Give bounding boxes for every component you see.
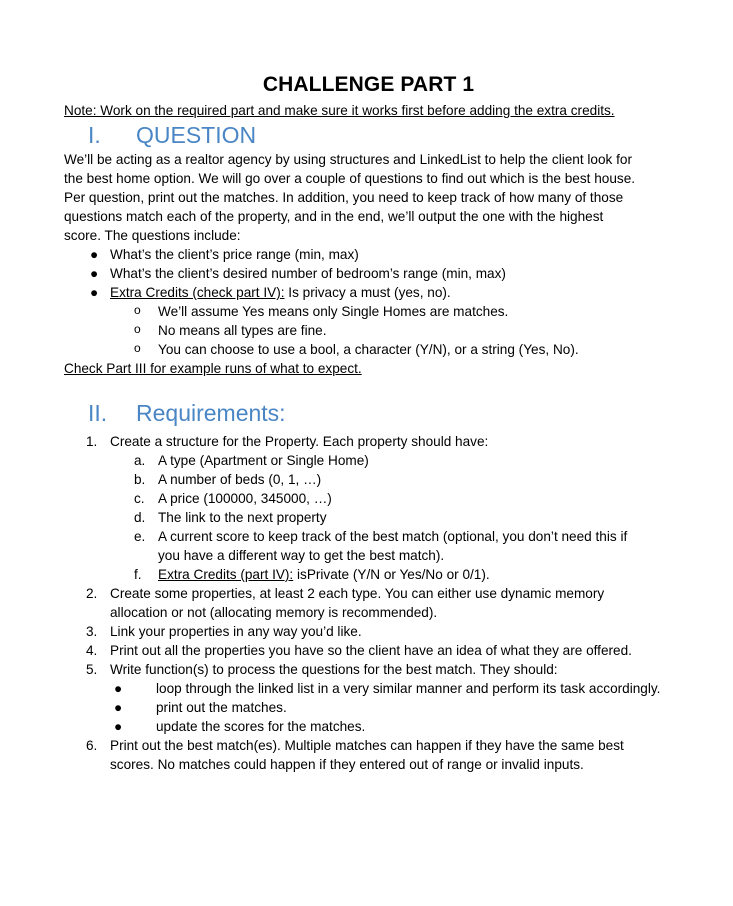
extra-credit-label: Extra Credits (check part IV):	[110, 285, 285, 300]
item-text: allocation or not (allocating memory is recommended).	[110, 605, 438, 620]
circle-bullet-icon: o	[134, 322, 141, 336]
item-text: scores. No matches could happen if they entered out of range or invalid inputs.	[110, 757, 584, 772]
item-letter: c.	[134, 491, 145, 506]
item-letter: d.	[134, 510, 146, 525]
bullet-icon: ●	[114, 700, 123, 715]
item-text: Write function(s) to process the questions for the best match. They should:	[110, 662, 558, 677]
list-item-text: You can choose to use a bool, a character (Y/N), or a string (Yes, No).	[158, 342, 579, 357]
paragraph-line: the best home option. We will go over a couple of questions to find out which is the best house.	[64, 171, 636, 186]
section-1-title: QUESTION	[136, 122, 257, 148]
paragraph-line: questions match each of the property, and in the end, we’ll output the one with the highest	[64, 209, 604, 224]
extra-credit-sublist	[64, 302, 673, 359]
section-2-numeral: II.	[88, 400, 108, 426]
property-fields-list	[64, 451, 673, 584]
list-item	[110, 698, 673, 717]
list-item-text: No means all types are fine.	[158, 323, 327, 338]
list-item-text: We’ll assume Yes means only Single Homes are matches.	[158, 304, 509, 319]
item-letter: f.	[134, 567, 142, 582]
bullet-icon: ●	[90, 247, 99, 262]
list-item-text: update the scores for the matches.	[156, 719, 366, 734]
extra-credit-label: Extra Credits (part IV):	[158, 567, 294, 582]
item-letter: a.	[134, 453, 146, 468]
list-item	[64, 283, 673, 302]
list-item	[64, 489, 673, 508]
note-line: Note: Work on the required part and make sure it works first before adding the extra credits.	[64, 103, 615, 118]
list-item-text: What’s the client’s price range (min, max)	[110, 247, 359, 262]
requirements-list	[64, 432, 673, 451]
item-text: Link your properties in any way you’d like.	[110, 624, 362, 639]
check-part-note: Check Part III for example runs of what to expect.	[64, 361, 362, 376]
section-1-numeral: I.	[88, 122, 101, 148]
item-number: 5.	[86, 662, 98, 677]
requirement-item	[64, 584, 673, 622]
item-text	[158, 565, 673, 584]
item-text: Print out the best match(es). Multiple matches can happen if they have the same best	[110, 738, 624, 753]
list-item	[110, 679, 673, 698]
item-text: A current score to keep track of the best match (optional, you don’t need this if	[158, 529, 628, 544]
page-title: CHALLENGE PART 1	[262, 73, 475, 96]
list-item	[64, 245, 673, 264]
item-number: 1.	[86, 434, 98, 449]
list-item	[64, 508, 673, 527]
list-item	[64, 264, 673, 283]
item-text: A number of beds (0, 1, …)	[158, 472, 322, 487]
list-item	[64, 565, 673, 584]
list-item-text: What’s the client’s desired number of bedroom’s range (min, max)	[110, 266, 506, 281]
paragraph-line: We’ll be acting as a realtor agency by using structures and LinkedList to help the client look for	[64, 152, 632, 167]
item-text: The link to the next property	[158, 510, 327, 525]
list-item	[64, 302, 673, 321]
item-letter: b.	[134, 472, 146, 487]
circle-bullet-icon: o	[134, 303, 141, 317]
circle-bullet-icon: o	[134, 341, 141, 355]
list-item	[64, 527, 673, 565]
requirement-item	[64, 641, 673, 660]
item-text: Create some properties, at least 2 each type. You can either use dynamic memory	[110, 586, 605, 601]
item-letter: e.	[134, 529, 146, 544]
list-item-text: loop through the linked list in a very similar manner and perform its task accordingly.	[156, 681, 661, 696]
paragraph-line: score. The questions include:	[64, 228, 241, 243]
section-2-title: Requirements:	[136, 400, 286, 426]
bullet-icon: ●	[114, 681, 123, 696]
section-1-heading	[64, 120, 673, 150]
list-item	[64, 451, 673, 470]
list-item-text: print out the matches.	[156, 700, 287, 715]
process-steps-list	[110, 679, 673, 736]
bullet-icon: ●	[114, 719, 123, 734]
extra-credit-text: isPrivate (Y/N or Yes/No or 0/1).	[293, 567, 490, 582]
requirement-item	[64, 660, 673, 736]
requirement-item	[64, 622, 673, 641]
bullet-icon: ●	[90, 266, 99, 281]
question-list	[64, 245, 673, 302]
item-number: 3.	[86, 624, 98, 639]
item-number: 4.	[86, 643, 98, 658]
item-text: A type (Apartment or Single Home)	[158, 453, 369, 468]
item-number: 2.	[86, 586, 98, 601]
section-2-heading	[64, 398, 673, 428]
item-text: Print out all the properties you have so the client have an idea of what they are offered.	[110, 643, 632, 658]
requirement-item	[64, 432, 673, 451]
paragraph-line: Per question, print out the matches. In addition, you need to keep track of how many of those	[64, 190, 624, 205]
list-item	[64, 340, 673, 359]
item-text: Create a structure for the Property. Each property should have:	[110, 434, 489, 449]
item-text: A price (100000, 345000, …)	[158, 491, 332, 506]
requirement-item	[64, 736, 673, 774]
list-item	[64, 321, 673, 340]
bullet-icon: ●	[90, 285, 99, 300]
requirements-list-continued	[64, 584, 673, 774]
item-text: you have a different way to get the best match).	[158, 548, 445, 563]
list-item	[110, 717, 673, 736]
section-1-paragraph	[64, 150, 673, 245]
item-number: 6.	[86, 738, 98, 753]
list-item	[64, 470, 673, 489]
list-item-text: Is privacy a must (yes, no).	[284, 285, 451, 300]
